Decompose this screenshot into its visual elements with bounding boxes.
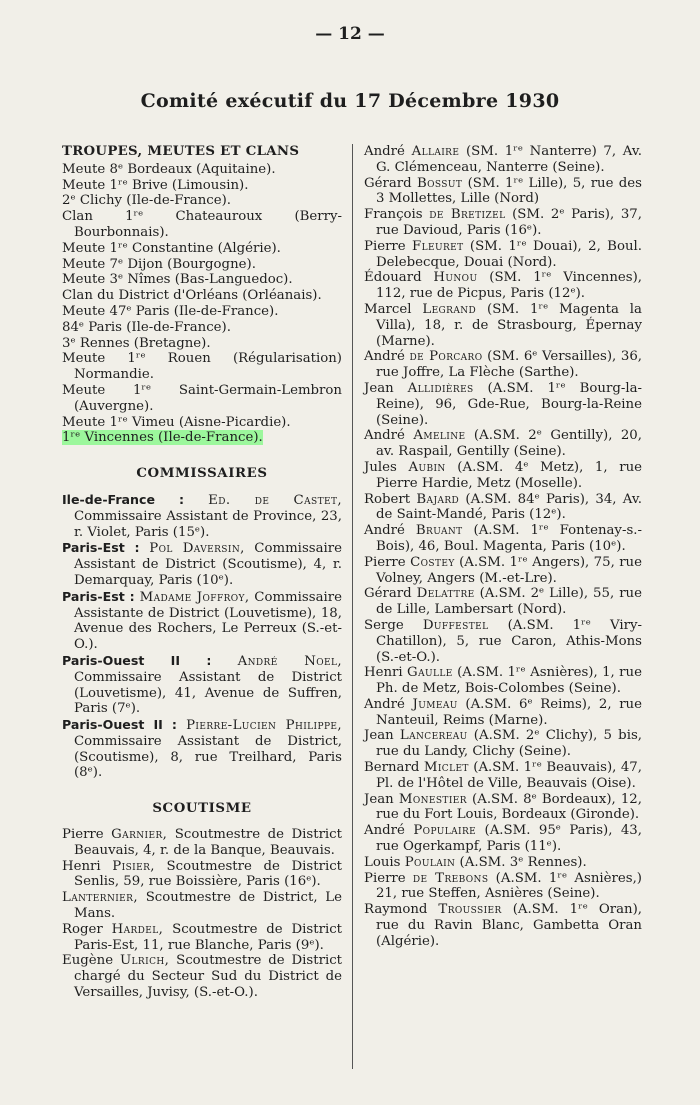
first-name: Serge (364, 617, 423, 633)
commissaire-entry (62, 540, 342, 588)
surname: de Porcaro (409, 349, 483, 365)
troupe-text: 84ᵉ Paris (Ile-de-France). (62, 319, 231, 335)
commissaires-heading: COMMISSAIRES (136, 466, 268, 482)
entry-details: Scoutmestre de District Beauvais, 4, r. de la Banque, Beauvais. (73, 827, 342, 858)
entry-details: (A.SM. 1ʳᵉ Asnières), 1, rue Ph. de Metz, Bois-Colombes (Seine). (375, 665, 642, 697)
surname: Hardel, (111, 921, 164, 937)
commissaire-details: Commissaire Assistant de District, (Scoutisme), 8, rue Treilhard, Paris (8ᵉ). (73, 733, 342, 781)
leader-entry (364, 428, 642, 460)
troupe-entry (62, 209, 342, 241)
leader-entry (364, 697, 642, 729)
left-column (62, 144, 342, 1001)
troupe-entry (62, 272, 342, 288)
troupe-text: Clan du District d'Orléans (Orléanais). (62, 288, 322, 304)
surname: Pisier, (112, 858, 155, 874)
first-name: André (364, 523, 416, 539)
first-name: Jules (364, 459, 409, 475)
leader-entry (364, 460, 642, 492)
first-name: André (364, 696, 413, 712)
surname: Aubin (408, 459, 446, 475)
troupe-entry (62, 415, 342, 431)
troupe-entry (62, 162, 342, 178)
entry-details: (A.SM. 8ᵉ Bordeaux), 12, rue du Fort Louis, Bordeaux (Gironde). (375, 791, 642, 823)
first-name: Jean (364, 380, 408, 396)
scoutisme-entry (62, 827, 342, 859)
commissaire-details: Commissaire Assistant de Province, 23, r. Violet, Paris (15ᵉ). (73, 508, 342, 540)
entry-details: Scoutmestre de District chargé du Secteur Sud du District de Versailles, Juvisy, (S.-et-O.). (73, 953, 343, 1001)
scoutisme-entry (62, 953, 342, 1000)
first-name: Eugène (62, 953, 120, 969)
entry-details: (SM. 1ʳᵉ Lille), 5, rue des 3 Mollettes, Lille (Nord) (375, 175, 642, 207)
first-name: Robert (364, 491, 417, 507)
surname: Bajard (416, 491, 460, 507)
entry-details: (A.SM. 1ʳᵉ Angers), 75, rue Volney, Angers (M.-et-Lre). (375, 554, 642, 586)
commissaire-region: Paris-Est : (62, 540, 150, 556)
troupe-text: Meute 47ᵉ Paris (Ile-de-France). (62, 303, 279, 319)
surname: Lanternier, (62, 890, 138, 906)
troupe-entry (62, 241, 342, 257)
leader-entry (364, 176, 642, 208)
leader-entry (364, 239, 642, 271)
commissaire-region: Paris-Ouest II : (62, 652, 238, 668)
troupe-entry (62, 178, 342, 194)
leader-entry (364, 302, 642, 349)
first-name: Gérard (364, 586, 417, 602)
entry-details: (A.SM. 1ʳᵉ Fontenay-s.-Bois), 46, Boul. Magenta, Paris (10ᵉ). (375, 523, 642, 554)
scoutisme-entry (62, 922, 342, 954)
troupe-text: Meute 8ᵉ Bordeaux (Aquitaine). (62, 161, 276, 177)
troupe-text: Meute 1ʳᵉ Constantine (Algérie). (62, 240, 281, 256)
first-name: Pierre (364, 554, 411, 570)
commissaire-name: Pol Daversin, (149, 541, 245, 557)
highlighted-entry: 1ʳᵉ Vincennes (Ile-de-France). (62, 430, 263, 446)
surname: Bruant (415, 523, 463, 539)
troupe-entry (62, 383, 342, 415)
page-number: — 12 — (315, 24, 385, 44)
entry-details: (A.SM. 1ʳᵉ Beauvais), 47, Pl. de l'Hôtel de Ville, Beauvais (Oise). (375, 760, 642, 791)
first-name: Louis (364, 854, 405, 870)
troupe-entry (62, 336, 342, 352)
troupe-text: Meute 1ʳᵉ Vimeu (Aisne-Picardie). (62, 414, 291, 430)
first-name: Jean (364, 791, 399, 807)
commissaire-details: Commissaire Assistant de District (Louvetisme), 41, Avenue de Suffren, Paris (7ᵉ). (73, 669, 342, 717)
first-name: André (364, 823, 414, 839)
leader-entry (364, 823, 642, 855)
troupe-entry (62, 193, 342, 209)
scoutisme-entry (62, 890, 342, 922)
first-name: André (364, 428, 414, 444)
first-name: André (364, 144, 412, 159)
troupe-text: Meute 1ʳᵉ Brive (Limousin). (62, 177, 249, 193)
first-name: Jean (364, 728, 400, 744)
leader-entry (364, 760, 642, 792)
commissaires-list (62, 492, 342, 781)
commissaire-name: Madame Joffroy, (139, 589, 250, 605)
surname: Costey (410, 554, 455, 570)
leader-entry (364, 270, 642, 302)
surname: Legrand (422, 301, 477, 317)
leader-entry (364, 492, 642, 524)
first-name: Henri (62, 858, 113, 874)
scoutisme-list (62, 827, 342, 1001)
first-name: Henri (364, 665, 408, 681)
surname: Bossut (416, 175, 463, 191)
entry-details: (SM. 1ʳᵉ Magenta la Villa), 18, r. de Strasbourg, Épernay (Marne). (375, 301, 642, 349)
entry-details: (SM. 1ʳᵉ Douai), 2, Boul. Delebecque, Douai (Nord). (375, 238, 642, 270)
surname: Lancereau (399, 728, 468, 744)
troupe-text: Meute 7ᵉ Dijon (Bourgogne). (62, 256, 256, 272)
entry-details: (A.SM. 6ᵉ Reims), 2, rue Nanteuil, Reims (Marne). (375, 696, 642, 728)
surname: Allidières (407, 380, 474, 396)
entry-details: (SM. 1ʳᵉ Vincennes), 112, rue de Picpus, Paris (12ᵉ). (375, 270, 642, 302)
column-divider (352, 144, 353, 1069)
entry-details: Scoutmestre de District, Le Mans. (73, 890, 342, 922)
right-column (364, 144, 642, 950)
surname: de Trebons (412, 870, 489, 886)
commissaire-name: Ed. de Castet, (208, 492, 342, 508)
commissaire-name: Pierre-Lucien Philippe, (186, 718, 342, 734)
leader-entry (364, 207, 642, 239)
first-name: Marcel (364, 301, 423, 317)
commissaire-region: Ile-de-France : (62, 491, 209, 507)
troupe-text: Meute 1ʳᵉ Rouen (Régularisation) Normandie. (62, 351, 342, 383)
leader-entry (364, 555, 642, 587)
first-name: Roger (62, 921, 112, 937)
troupe-entry (62, 257, 342, 273)
troupe-entry (62, 320, 342, 336)
first-name: Raymond (364, 902, 439, 918)
surname: Allaire (411, 144, 460, 159)
entry-details: (A.SM. 1ʳᵉ Oran), rue du Ravin Blanc, Gambetta Oran (Algérie). (375, 902, 642, 949)
commissaire-entry (62, 492, 342, 540)
leader-entry (364, 586, 642, 618)
leader-entry (364, 728, 642, 760)
scoutisme-heading: SCOUTISME (152, 801, 252, 817)
surname: de Bretizel (429, 207, 506, 223)
scoutisme-entry (62, 859, 342, 891)
right-list (364, 144, 642, 950)
entry-details: Scoutmestre de District Senlis, 59, rue Boissière, Paris (16ᵉ). (73, 858, 342, 890)
first-name: Bernard (364, 760, 424, 776)
troupes-heading: TROUPES, MEUTES ET CLANS (62, 144, 300, 159)
commissaire-details: Commissaire Assistante de District (Louvetisme), 18, Avenue des Rochers, Le Perreux (S.-et-O.). (73, 589, 342, 653)
surname: Gaulle (407, 665, 453, 681)
troupe-entry (62, 351, 342, 383)
entry-details: (A.SM. 2ᵉ Gentilly), 20, av. Raspail, Gentilly (Seine). (375, 428, 642, 460)
troupe-entry (62, 288, 342, 304)
entry-details: (SM. 1ʳᵉ Nanterre) 7, Av. G. Clémenceau, Nanterre (Seine). (375, 144, 642, 175)
surname: Hunou (433, 270, 478, 286)
entry-details: (A.SM. 1ʳᵉ Asnières,) 21, rue Steffen, Asnières (Seine). (375, 870, 642, 902)
surname: Delattre (416, 586, 475, 602)
leader-entry (364, 381, 642, 428)
leader-entry (364, 144, 642, 176)
commissaire-region: Paris-Ouest II : (62, 717, 187, 733)
commissaire-entry (62, 717, 342, 781)
leader-entry (364, 523, 642, 555)
first-name: François (364, 207, 430, 223)
entry-details: Scoutmestre de District Paris-Est, 11, rue Blanche, Paris (9ᵉ). (73, 921, 343, 953)
leader-entry (364, 871, 642, 903)
leader-entry (364, 792, 642, 824)
commissaire-entry (62, 589, 342, 653)
surname: Monestier (398, 791, 467, 807)
entry-details: (A.SM. 1ʳᵉ Viry-Chatillon), 5, rue Caron, Athis-Mons (S.-et-O.). (375, 617, 642, 665)
leader-entry (364, 618, 642, 665)
troupes-list (62, 162, 342, 446)
page-title: Comité exécutif du 17 Décembre 1930 (140, 90, 560, 112)
first-name: Gérard (364, 175, 417, 191)
leader-entry (364, 665, 642, 697)
troupe-entry (62, 430, 342, 446)
surname: Troussier (438, 902, 502, 918)
surname: Duffestel (422, 617, 489, 633)
leader-entry (364, 349, 642, 381)
troupe-text: Meute 1ʳᵉ Saint-Germain-Lembron (Auvergne). (62, 382, 342, 414)
entry-details: (A.SM. 4ᵉ Metz), 1, rue Pierre Hardie, Metz (Moselle). (375, 459, 642, 491)
surname: Fleuret (412, 238, 464, 254)
entry-details: (A.SM. 84ᵉ Paris), 34, Av. de Saint-Mandé, Paris (12ᵉ). (375, 491, 643, 523)
first-name: Pierre (62, 827, 112, 843)
entry-details: (A.SM. 2ᵉ Clichy), 5 bis, rue du Landy, Clichy (Seine). (375, 728, 642, 760)
surname: Miclet (423, 760, 469, 776)
entry-details: (SM. 2ᵉ Paris), 37, rue Davioud, Paris (16ᵉ). (375, 207, 642, 238)
surname: Poulain (404, 854, 456, 870)
surname: Jumeau (412, 696, 458, 712)
first-name: Édouard (364, 270, 434, 286)
commissaire-details: Commissaire Assistant de District (Scoutisme), 4, r. Demarquay, Paris (10ᵉ). (73, 541, 342, 588)
commissaire-entry (62, 653, 342, 717)
entry-details: (A.SM. 1ʳᵉ Bourg-la-Reine), 96, Gde-Rue, Bourg-la-Reine (Seine). (375, 380, 643, 428)
commissaire-region: Paris-Est : (62, 588, 140, 604)
entry-details: (A.SM. 95ᵉ Paris), 43, rue Ogerkampf, Paris (11ᵉ). (375, 823, 642, 855)
entry-details: (SM. 6ᵉ Versailles), 36, rue Joffre, La Flèche (Sarthe). (375, 349, 643, 381)
troupe-text: Clan 1ʳᵉ Chateauroux (Berry-Bourbonnais). (62, 209, 342, 240)
surname: Populaire (413, 823, 477, 839)
first-name: Pierre (364, 870, 413, 886)
leader-entry (364, 855, 642, 871)
troupe-text: Meute 3ᵉ Nîmes (Bas-Languedoc). (62, 272, 293, 288)
first-name: Pierre (364, 238, 413, 254)
surname: Garnier, (111, 827, 168, 843)
surname: Ameline (413, 428, 466, 444)
surname: Ulrich, (119, 953, 170, 969)
first-name: André (364, 349, 410, 365)
troupe-text: 3ᵉ Rennes (Bretagne). (62, 335, 211, 351)
commissaire-name: André Noel, (237, 653, 342, 669)
troupe-text: 2ᵉ Clichy (Ile-de-France). (62, 193, 231, 209)
entry-details: (A.SM. 2ᵉ Lille), 55, rue de Lille, Lambersart (Nord). (375, 586, 642, 618)
troupe-entry (62, 304, 342, 320)
leader-entry (364, 902, 642, 949)
entry-details: (A.SM. 3ᵉ Rennes). (455, 854, 587, 870)
